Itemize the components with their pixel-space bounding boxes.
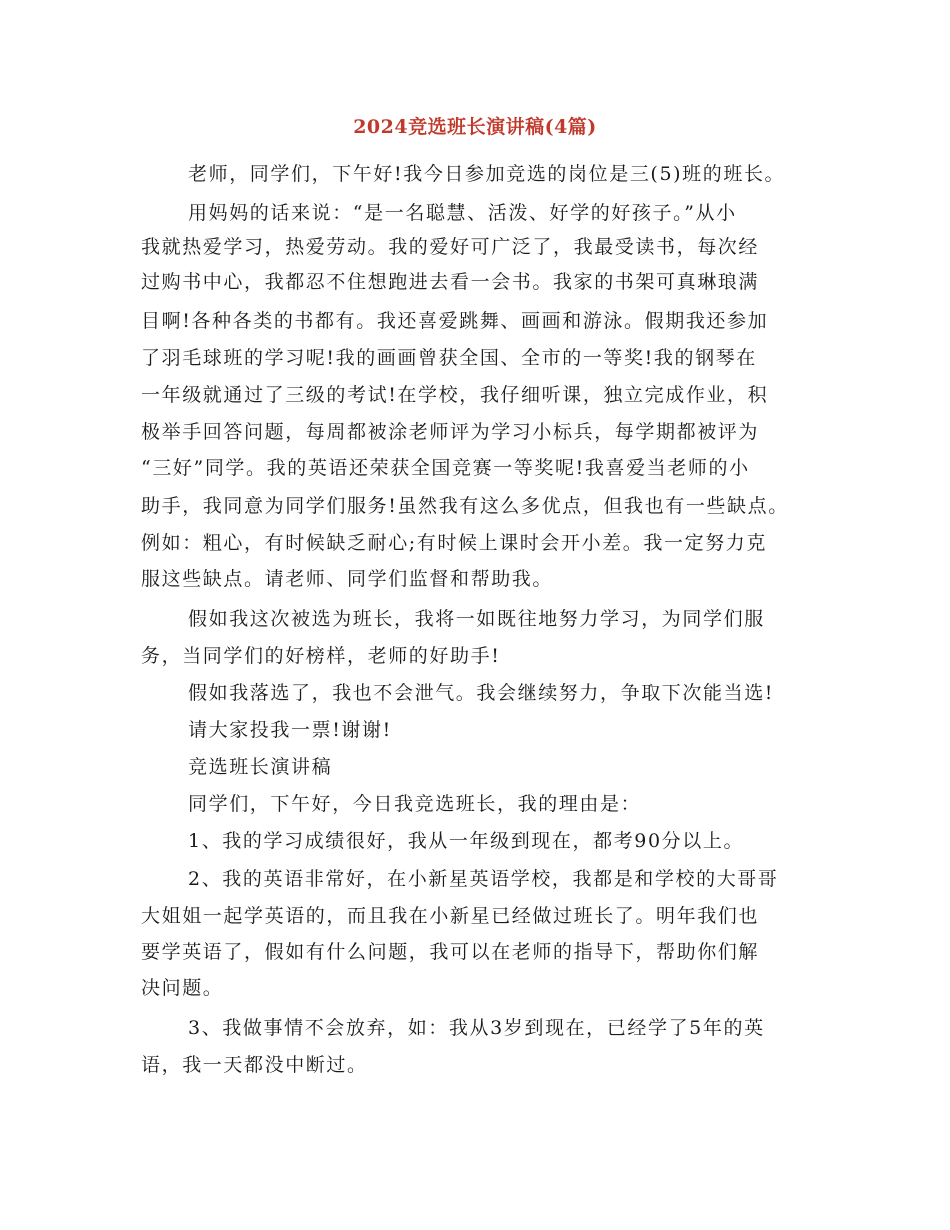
text-line: 我就热爱学习，热爱劳动。我的爱好可广泛了，我最受读书，每次经 [141, 236, 760, 258]
text-line: 了羽毛球班的学习呢!我的画画曾获全国、全市的一等奖!我的钢琴在 [141, 347, 757, 369]
list-item: 3、我做事情不会放弃，如：我从3岁到现在，已经学了5年的英 [188, 1017, 765, 1039]
text-line: 用妈妈的话来说：“是一名聪慧、活泼、好学的好孩子。”从小 [188, 202, 737, 224]
text-line: 过购书中心，我都忍不住想跑进去看一会书。我家的书架可真琳琅满 [141, 271, 760, 293]
section-heading: 竞选班长演讲稿 [188, 756, 333, 778]
text-line: 决问题。 [141, 977, 224, 999]
text-line: 要学英语了，假如有什么问题，我可以在老师的指导下，帮助你们解 [141, 941, 760, 963]
text-line: 假如我落选了，我也不会泄气。我会继续努力，争取下次能当选! [188, 682, 775, 704]
text-line: 请大家投我一票!谢谢! [188, 719, 392, 741]
list-item: 1、我的学习成绩很好，我从一年级到现在，都考90分以上。 [188, 830, 745, 852]
text-line: “三好”同学。我的英语还荣获全国竞赛一等奖呢!我喜爱当老师的小 [141, 457, 750, 479]
text-line: 务，当同学们的好榜样，老师的好助手! [141, 645, 501, 667]
text-line: 假如我这次被选为班长，我将一如既往地努力学习，为同学们服 [188, 608, 765, 630]
text-line: 例如：粗心，有时候缺乏耐心;有时候上课时会开小差。我一定努力克 [141, 532, 768, 554]
document-title: 2024竞选班长演讲稿(4篇) [353, 116, 597, 138]
text-line: 老师，同学们，下午好!我今日参加竞选的岗位是三(5)班的班长。 [188, 163, 786, 185]
text-line: 一年级就通过了三级的考试!在学校，我仔细听课，独立完成作业，积 [141, 384, 769, 406]
text-line: 服这些缺点。请老师、同学们监督和帮助我。 [141, 568, 554, 590]
list-item: 2、我的英语非常好，在小新星英语学校，我都是和学校的大哥哥 [188, 868, 779, 890]
text-line: 目啊!各种各类的书都有。我还喜爱跳舞、画画和游泳。假期我还参加 [141, 310, 769, 332]
text-line: 语，我一天都没中断过。 [141, 1054, 368, 1076]
text-line: 大姐姐一起学英语的，而且我在小新星已经做过班长了。明年我们也 [141, 905, 760, 927]
text-line: 同学们，下午好，今日我竞选班长，我的理由是： [188, 793, 642, 815]
text-line: 助手，我同意为同学们服务!虽然我有这么多优点，但我也有一些缺点。 [141, 495, 789, 517]
text-line: 极举手回答问题，每周都被涂老师评为学习小标兵，每学期都被评为 [141, 421, 760, 443]
